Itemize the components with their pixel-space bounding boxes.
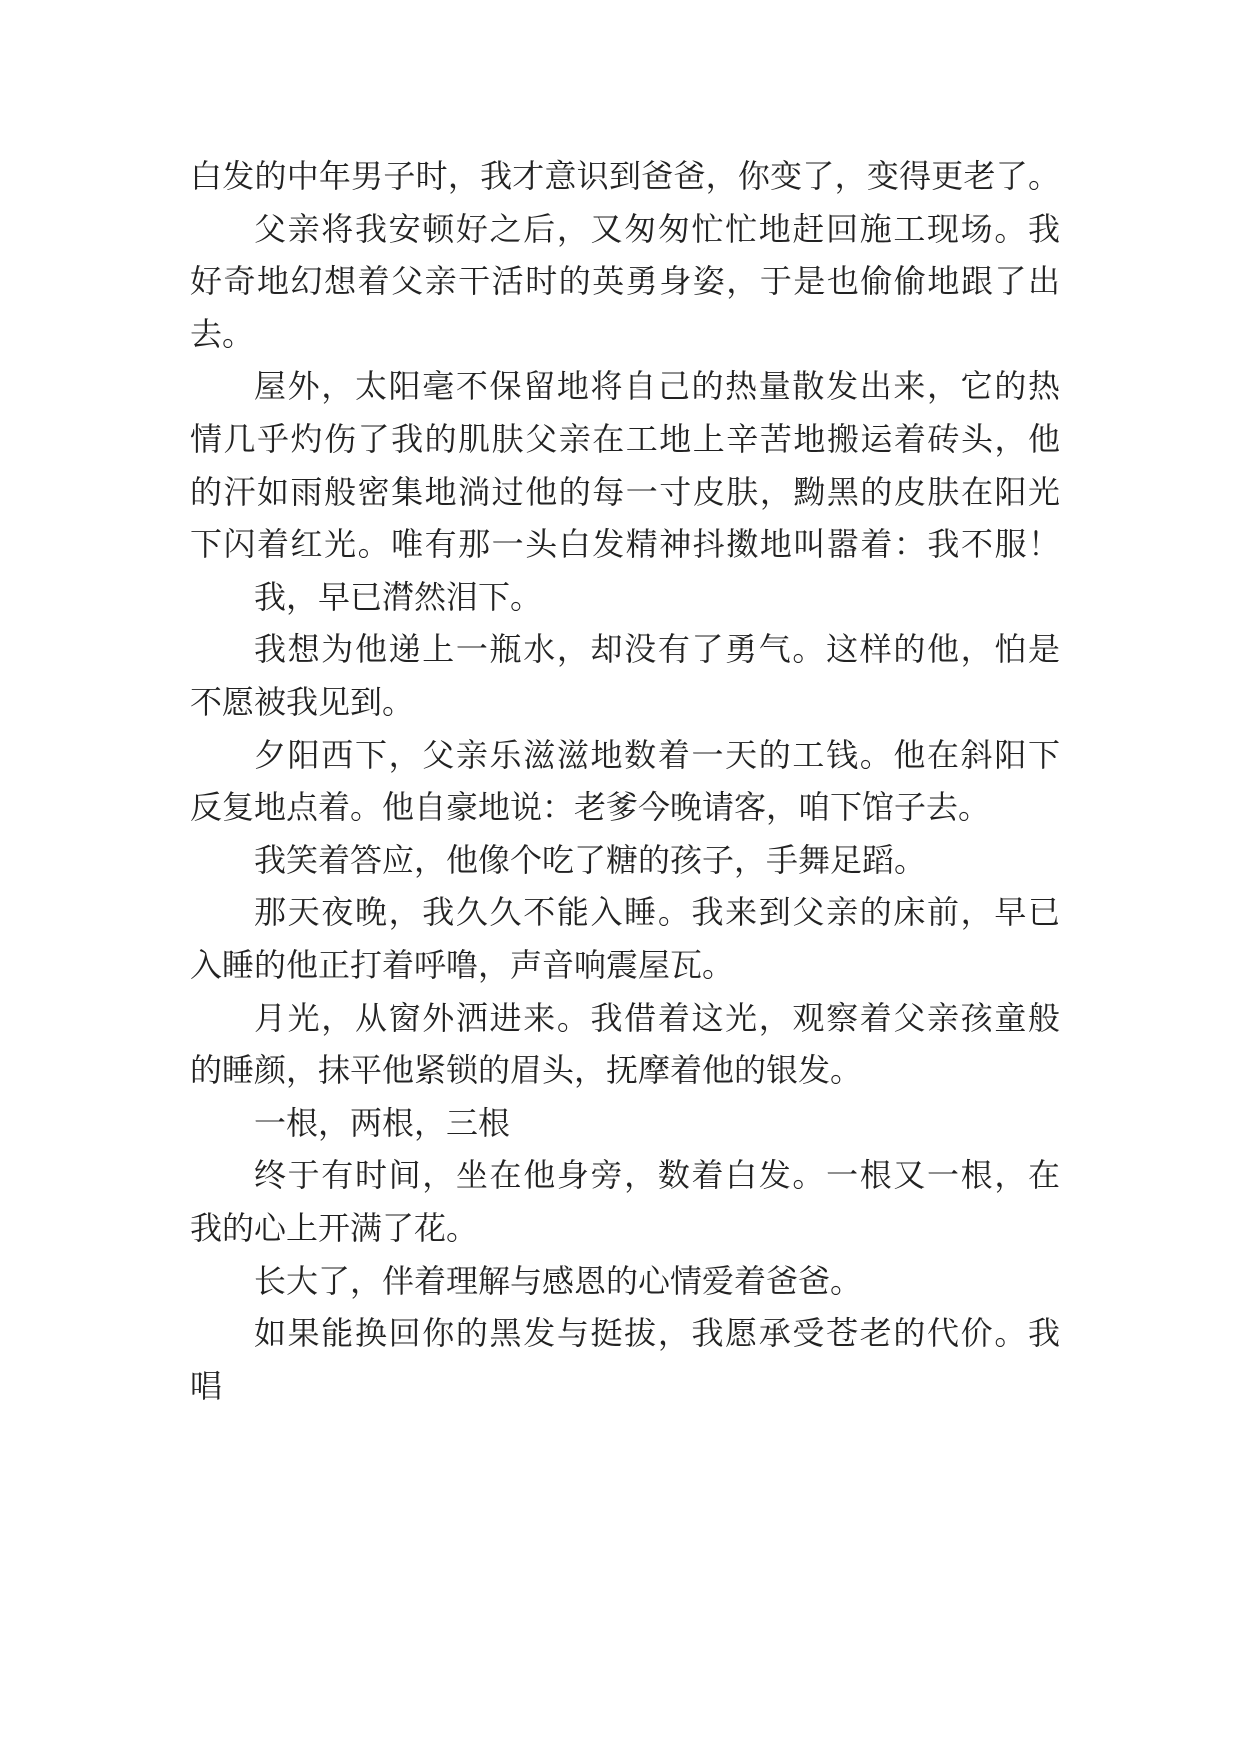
text-line: 白发的中年男子时，我才意识到爸爸，你变了，变得更老了。 — [190, 157, 1060, 195]
text-line: 去。 — [190, 314, 255, 353]
text-line: 月光，从窗外洒进来。我借着这光，观察着父亲孩童般 — [254, 998, 1060, 1037]
text-line: 我，早已潸然泪下。 — [254, 577, 543, 616]
text-line: 我的心上开满了花。 — [190, 1209, 479, 1247]
text-line: 那天夜晚，我久久不能入睡。我来到父亲的床前，早已 — [254, 893, 1060, 932]
text-line: 反复地点着。他自豪地说：老爹今晚请客，咱下馆子去。 — [190, 788, 991, 827]
text-line: 的汗如雨般密集地淌过他的每一寸皮肤，黝黑的皮肤在阳光 — [190, 472, 1060, 511]
text-line: 下闪着红光。唯有那一头白发精神抖擞地叫嚣着：我不服！ — [190, 525, 1060, 564]
text-line: 夕阳西下，父亲乐滋滋地数着一天的工钱。他在斜阳下 — [254, 735, 1060, 774]
text-line: 终于有时间，坐在他身旁，数着白发。一根又一根，在 — [254, 1156, 1060, 1195]
text-line: 屋外，太阳毫不保留地将自己的热量散发出来，它的热 — [254, 367, 1060, 406]
text-line: 父亲将我安顿好之后，又匆匆忙忙地赶回施工现场。我 — [254, 209, 1060, 248]
text-line: 的睡颜，抹平他紧锁的眉头，抚摩着他的银发。 — [190, 1051, 863, 1090]
text-line: 我笑着答应，他像个吃了糖的孩子，手舞足蹈。 — [254, 840, 927, 879]
text-line: 入睡的他正打着呼噜，声音响震屋瓦。 — [190, 946, 735, 984]
text-line: 我想为他递上一瓶水，却没有了勇气。这样的他，怕是 — [254, 630, 1060, 669]
text-line: 情几乎灼伤了我的肌肤父亲在工地上辛苦地搬运着砖头，他 — [190, 420, 1060, 458]
text-line: 如果能换回你的黑发与挺拔，我愿承受苍老的代价。我 — [254, 1314, 1060, 1353]
text-line: 不愿被我见到。 — [190, 683, 415, 721]
text-line: 一根，两根，三根 — [254, 1103, 511, 1142]
text-line: 好奇地幻想着父亲干活时的英勇身姿，于是也偷偷地跟了出 — [190, 262, 1060, 301]
text-line: 唱 — [190, 1366, 223, 1405]
text-line: 长大了，伴着理解与感恩的心情爱着爸爸。 — [254, 1261, 863, 1300]
